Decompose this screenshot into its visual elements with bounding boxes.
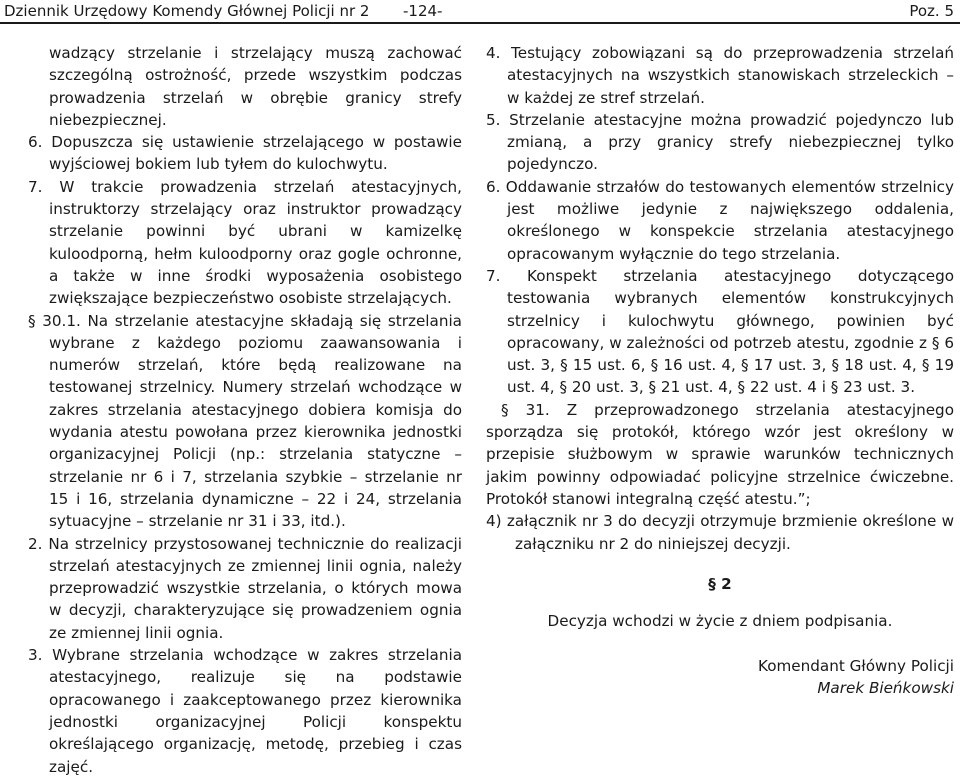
left-column — [28, 42, 462, 778]
paragraph-continuation: wadzący strzelanie i strzelający muszą zachować szczególną ostrożność, przede wszystkim podczas prowadzenia strzelań w obrębie granicy strefy niebezpiecznej. — [49, 44, 462, 129]
paragraph-6: 6. Dopuszcza się ustawienie strzelającego w postawie wyjściowej bokiem lub tyłem do kulochwytu. — [28, 133, 462, 174]
signature-title: Komendant Główny Policji — [758, 656, 954, 675]
spacer — [486, 633, 954, 655]
page-header — [4, 0, 954, 22]
section-2-heading: § 2 — [708, 574, 732, 593]
section-30: § 30.1. Na strzelanie atestacyjne składają się strzelania wybrane z każdego poziomu zaawansowania i numerów strzelań, które będą realizowane na testowanej strzelnicy. Numery strzelań wchodzące w zakres strzelania atestacyjnego dobiera komisja do wydania atestu powołana przez kierownika jednostki organizacyjnej Policji (np.: strzelania statyczne – strzelanie nr 6 i 7, strzelania szybkie – strzelanie nr 15 i 16, strzelania dynamiczne – 22 i 24, strzelania sytuacyjne – strzelanie nr 31 i 33, itd.). — [28, 311, 462, 531]
section-2-text: Decyzja wchodzi w życie z dniem podpisania. — [547, 612, 893, 631]
section-31: § 31. Z przeprowadzonego strzelania atestacyjnego sporządza się protokół, którego wzór jest określony w przepisie służbowym w sprawie warunków technicznych jakim powinny odpowiadać policyjne strzelnice ćwiczebne. Protokół stanowi integralną część atestu.”; — [486, 400, 954, 508]
paragraph-5: 5. Strzelanie atestacyjne można prowadzić pojedynczo lub zmianą, a przy granicy strefy niebezpiecznej tylko pojedynczo. — [486, 110, 954, 174]
signature-name: Marek Bieńkowski — [817, 678, 954, 697]
paragraph-7: 7. W trakcie prowadzenia strzelań atestacyjnych, instruktorzy strzelający oraz instruktor prowadzący strzelanie powinni być ubrani w kamizelkę kuloodporną, hełm kuloodporny oraz gogle ochronne, a także w inne środki wyposażenia osobistego zwiększające bezpieczeństwo osobiste strzelających. — [28, 177, 462, 308]
page-number: -124- — [403, 2, 443, 20]
right-column — [486, 42, 954, 699]
paragraph-3: 3. Wybrane strzelania wchodzące w zakres strzelania atestacyjnego, realizuje się na podstawie opracowanego i zaakceptowanego przez kierownika jednostki organizacyjnej Policji konspektu określającego organizację, metodę, przebieg i czas zajęć. — [28, 646, 462, 776]
item-4-attachment: 4) załącznik nr 3 do decyzji otrzymuje brzmienie określone w załączniku nr 2 do niniejszej decyzji. — [486, 512, 954, 553]
position-number: Poz. 5 — [909, 2, 954, 20]
paragraph-4: 4. Testujący zobowiązani są do przeprowadzenia strzelań atestacyjnych na wszystkich stanowiskach strzeleckich – w każdej ze stref strzelań. — [486, 44, 954, 107]
header-rule — [0, 22, 960, 24]
journal-title: Dziennik Urzędowy Komendy Głównej Policji nr 2 — [4, 2, 370, 20]
paragraph-2: 2. Na strzelnicy przystosowanej technicznie do realizacji strzelań atestacyjnych ze zmiennej linii ognia, należy przeprowadzić wszystkie strzelania, o których mowa w decyzji, charakteryzujące się prowadzeniem ognia ze zmiennej linii ognia. — [28, 534, 462, 642]
paragraph-7-right: 7. Konspekt strzelania atestacyjnego dotyczącego testowania wybranych elementów konstrukcyjnych strzelnicy i kulochwytu głównego, powinien być opracowany, w zależności od potrzeb atestu, zgodnie z § 6 ust. 3, § 15 ust. 6, § 16 ust. 4, § 17 ust. 3, § 18 ust. 4, § 19 ust. 4, § 20 ust. 3, § 21 ust. 4, § 22 ust. 4 i § 23 ust. 3. — [486, 266, 954, 397]
paragraph-6-right: 6. Oddawanie strzałów do testowanych elementów strzelnicy jest możliwe jedynie z największego oddalenia, określonego w konspekcie strzelania atestacyjnego opracowanym wyłącznie do tego strzelania. — [486, 177, 954, 263]
